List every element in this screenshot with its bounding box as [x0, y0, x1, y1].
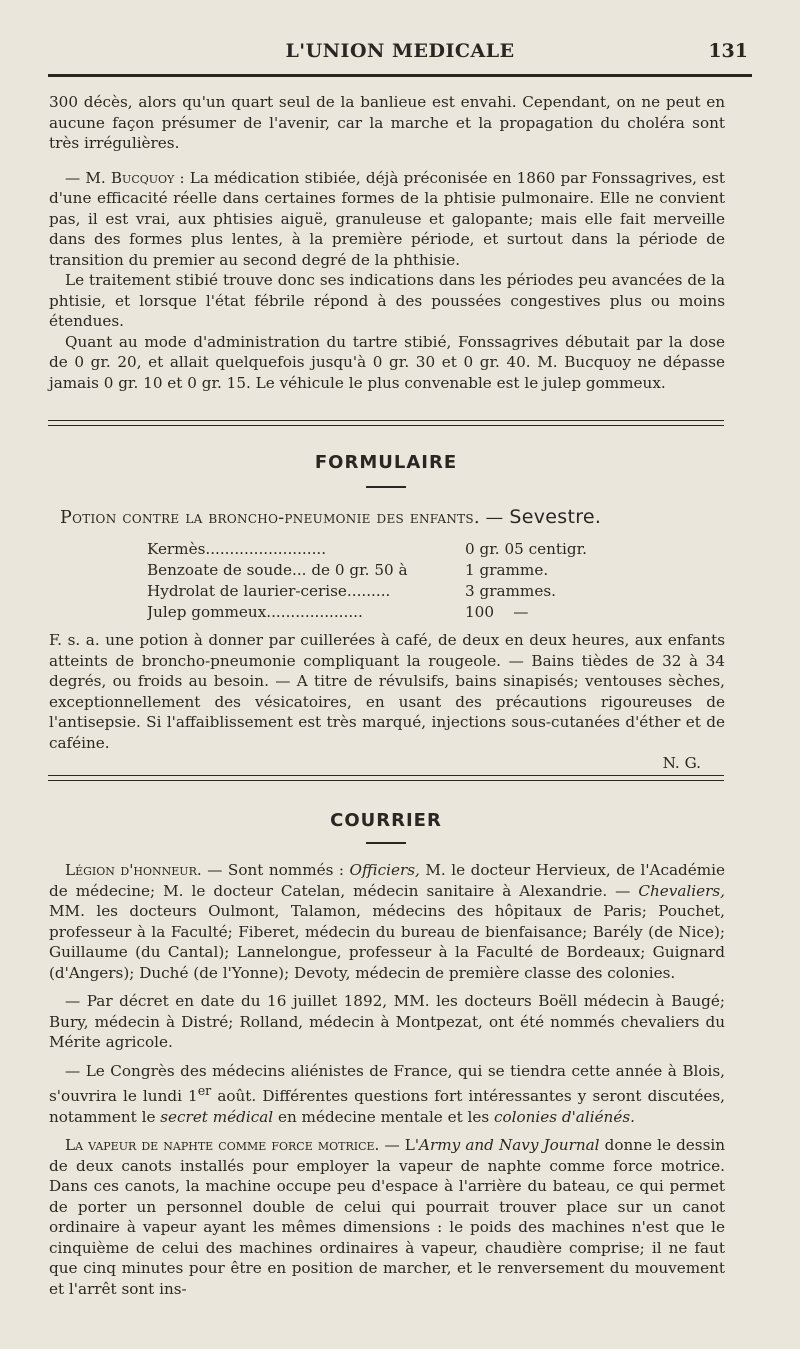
emphasis: colonies d'aliénés.: [494, 1107, 635, 1126]
paragraph-text: : La médication stibiée, déjà préconisée en 1860 par Fonssagrives, est d'une efficacité réelle dans certaines formes de la phtisie pulmonaire. Elle ne convient pas, il est vrai, aux phtisies aiguë, granuleuse et galopante; mais elle fait merveille dans des formes plus lentes, à la première période, et surtout dans la période de transition du premier au second degré de la phthisie.: [49, 168, 725, 269]
paragraph: 300 décès, alors qu'un quart seul de la banlieue est envahi. Cependant, on ne peut en aucune façon présumer de l'avenir, car la marche et la propagation du choléra sont très irrégulières.: [49, 93, 725, 152]
ingredient-name: Benzoate de soude... de 0 gr. 50 à: [147, 561, 408, 579]
paragraph: Le traitement stibié trouve donc ses indications dans les périodes peu avancées de la phtisie, et lorsque l'état fébrile répond à des poussées congestives plus ou moins étendues.: [49, 271, 725, 330]
emphasis: Chevaliers,: [638, 881, 725, 900]
ingredient-name: Julep gommeux....................: [147, 603, 363, 621]
ingredient-row: [147, 560, 587, 581]
paragraph-text: août. Différentes questions fort intéressantes y seront discutées, notamment le: [49, 1087, 725, 1126]
journal-name: Army and Navy Journal: [419, 1136, 600, 1155]
paragraph: — Par décret en date du 16 juillet 1892, MM. les docteurs Boëll médecin à Baugé; Bury, médecin à Distré; Rolland, médecin à Montpezat, ont été nommés chevaliers du Mérite agricole.: [49, 992, 725, 1051]
paragraph: Quant au mode d'administration du tartre stibié, Fonssagrives débutait par la dose de 0 gr. 20, et allait quelquefois jusqu'à 0 gr. 30 et 0 gr. 40. M. Bucquoy ne dépasse jamais 0 gr. 10 et 0 gr. 15. Le véhicule le plus convenable est le julep gommeux.: [49, 332, 725, 392]
person-name: Bucquoy: [110, 168, 175, 187]
ingredient-quantity: 3 grammes.: [465, 582, 556, 600]
courrier-body: [49, 860, 725, 1299]
potion-author: Sevestre.: [509, 506, 602, 528]
paragraph: [49, 1061, 725, 1128]
paragraph-text: MM. les docteurs Oulmont, Talamon, médecins des hôpitaux de Paris; Pouchet, professeur à la Faculté; Fiberet, médecin du bureau de bienfaisance; Barély (de Nice); Guillaume (du Cantal); Lannelongue, professeur à la Faculté de Bordeaux; Guignard (d'Angers); Duché (de l'Yonne); Devoty, médecin de première classe des colonies.: [49, 902, 725, 982]
paragraph: [49, 860, 725, 983]
section-title-courrier: COURRIER: [330, 810, 442, 831]
ingredient-name: Kermès.........................: [147, 540, 327, 558]
page-number: 131: [708, 40, 748, 62]
ingredient-name: Hydrolat de laurier-cerise.........: [147, 582, 391, 600]
potion-title: [60, 506, 740, 528]
potion-name: Potion contre la broncho-pneumonie des enfants. —: [60, 508, 510, 528]
intro-section: [49, 92, 725, 393]
section-title-formulaire: FORMULAIRE: [314, 452, 458, 473]
ingredient-row: [147, 581, 587, 602]
paragraph-text: donne le dessin de deux canots installés pour employer la vapeur de naphte comme force motrice. Dans ces canots, la machine occupe peu d'espace à l'arrière du bateau, ce qui permet de porter un personnel double de celui qui pourrait trouver place sur un canot ordinaire à vapeur ayant les mêmes dimensions : le poids des machines n'est que le cinquième de celui des machines ordinaires à vapeur, chaudière comprise; il ne faut que cinq minutes pour être en position de marcher, et le renversement du mouvement et l'arrêt sont ins-: [49, 1136, 725, 1298]
emphasis: secret médical: [160, 1107, 274, 1126]
ingredient-row: [147, 539, 587, 560]
title-rule: [366, 486, 406, 488]
paragraph-text: — Sont nommés :: [201, 861, 350, 879]
paragraph: [49, 168, 725, 271]
paragraph-text: en médecine mentale et les: [273, 1107, 494, 1126]
paragraph-text: M. le docteur Hervieux, de l'Académie de médecine; M. le docteur Catelan, médecin sanitaire à Alexandrie. —: [49, 861, 726, 900]
paragraph-text: — Le Congrès des médecins aliénistes de France, qui se tiendra cette année à Blois, s'ouvrira le lundi 1: [49, 1061, 725, 1106]
paragraph-text: — M.: [65, 168, 111, 187]
lead-in: Légion d'honneur.: [65, 861, 202, 879]
title-rule: [366, 842, 406, 844]
emphasis: Officiers,: [349, 861, 420, 879]
ingredient-quantity: 1 gramme.: [465, 561, 549, 579]
ingredient-row: [147, 602, 587, 623]
ingredients-list: [147, 539, 587, 623]
ingredient-quantity: 0 gr. 05 centigr.: [465, 540, 587, 558]
paragraph-text: — L': [379, 1136, 420, 1155]
formulaire-body: [49, 630, 725, 774]
signature: N. G.: [662, 754, 701, 772]
running-title: L'UNION MEDICALE: [285, 40, 515, 62]
lead-in: La vapeur de naphte comme force motrice.: [65, 1136, 380, 1155]
ingredient-quantity: 100 —: [465, 603, 529, 621]
header-rule: [48, 74, 752, 77]
paragraph: F. s. a. une potion à donner par cuillerées à café, de deux en deux heures, aux enfants atteints de broncho-pneumonie compliquant la rougeole. — Bains tièdes de 32 à 34 degrés, ou froids au besoin. — A titre de révulsifs, bains sinapisés; ventouses sèches, exceptionnellement des vésicatoires, en usant des précautions rigoureuses de l'antisepsie. Si l'affaiblissement est très marqué, injections sous-cutanées d'éther et de caféine.: [49, 631, 725, 752]
section-divider: [48, 775, 724, 781]
page-header: [48, 40, 752, 70]
section-divider: [48, 420, 724, 426]
paragraph: [49, 1135, 725, 1299]
superscript: er: [197, 1083, 212, 1098]
